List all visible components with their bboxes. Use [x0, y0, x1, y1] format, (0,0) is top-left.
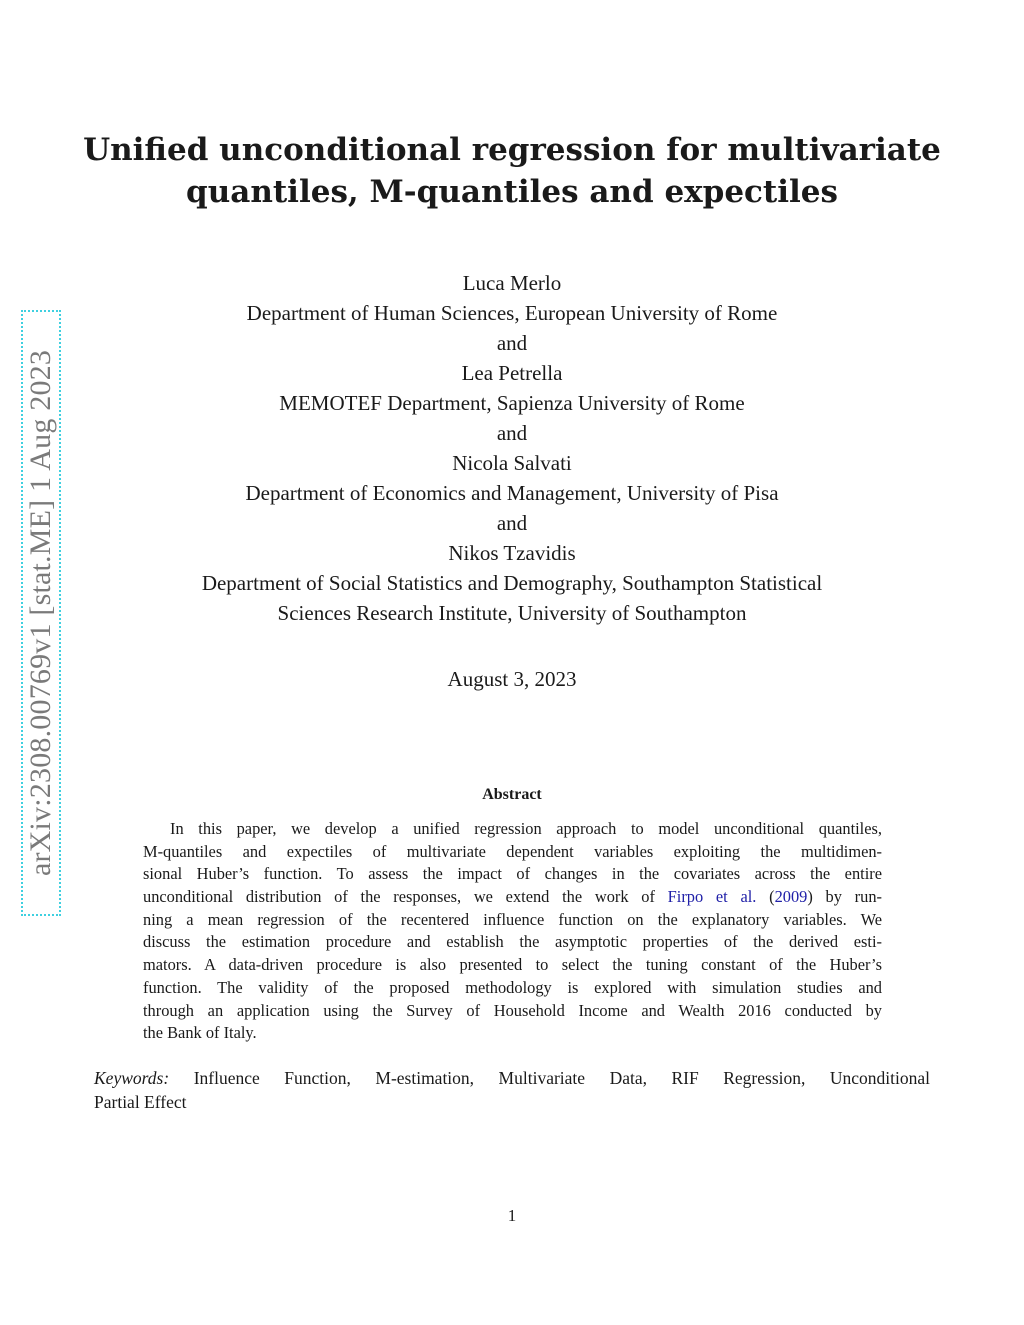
abstract-line: through an application using the Survey of Household Income and Wealth 2016 conducted by	[143, 1000, 882, 1020]
author-separator: and	[496, 331, 528, 355]
keywords-text: Influence Function, M-estimation, Multivariate Data, RIF Regression, Unconditional	[169, 1068, 930, 1088]
author-affiliation-2: MEMOTEF Department, Sapienza University of Rome	[279, 391, 745, 415]
abstract-line: In this paper, we develop a unified regression approach to model unconditional quantiles,	[170, 819, 882, 838]
keywords-line-1	[94, 1066, 930, 1090]
citation-link-authors[interactable]: Firpo et al.	[667, 887, 757, 907]
abstract-line-tail: by run-	[812, 887, 882, 907]
author-name-1: Luca Merlo	[462, 271, 562, 295]
author-name-4: Nikos Tzavidis	[448, 541, 576, 565]
abstract-line: ning a mean regression of the recentered influence function on the explanatory variables. We	[143, 909, 882, 929]
author-separator: and	[496, 511, 528, 535]
citation-link-year[interactable]: 2009	[774, 887, 808, 907]
paper-title	[60, 129, 964, 213]
abstract-body	[143, 818, 882, 1045]
citation-paren-close: )	[807, 887, 813, 907]
abstract-heading: Abstract	[482, 786, 542, 803]
citation-paren-open: (	[756, 887, 775, 907]
abstract-line: M-quantiles and expectiles of multivariate dependent variables exploiting the multidimen-	[143, 841, 882, 861]
abstract-line: mators. A data-driven procedure is also presented to select the tuning constant of the Huber’s	[143, 955, 882, 975]
arxiv-stamp[interactable]	[21, 310, 61, 916]
author-block	[60, 268, 964, 628]
author-separator: and	[496, 421, 528, 445]
title-line-2: quantiles, M-quantiles and expectiles	[186, 173, 838, 210]
author-name-3: Nicola Salvati	[452, 451, 572, 475]
abstract-line: function. The validity of the proposed methodology is explored with simulation studies and	[143, 977, 882, 997]
author-name-2: Lea Petrella	[461, 361, 563, 385]
author-affiliation-4-line-1: Department of Social Statistics and Demography, Southampton Statistical	[201, 571, 823, 595]
publication-date: August 3, 2023	[447, 667, 577, 691]
author-affiliation-1: Department of Human Sciences, European University of Rome	[246, 301, 778, 325]
keywords-label: Keywords:	[94, 1068, 170, 1088]
keywords-line-2: Partial Effect	[94, 1092, 187, 1112]
author-affiliation-3: Department of Economics and Management, University of Pisa	[245, 481, 779, 505]
author-affiliation-4-line-2: Sciences Research Institute, University of Southampton	[277, 601, 747, 625]
title-line-1: Unified unconditional regression for multivariate	[83, 131, 941, 168]
abstract-line-with-citation	[143, 886, 882, 909]
abstract-line: sional Huber’s function. To assess the impact of changes in the covariates across the entire	[143, 864, 882, 884]
abstract-line: discuss the estimation procedure and establish the asymptotic properties of the derived esti-	[143, 932, 882, 952]
abstract-line-text: unconditional distribution of the responses, we extend the work of	[143, 887, 668, 907]
arxiv-identifier[interactable]: arXiv:2308.00769v1 [stat.ME] 1 Aug 2023	[24, 349, 57, 877]
keywords-block	[94, 1066, 930, 1114]
abstract-line: the Bank of Italy.	[143, 1023, 257, 1043]
page-number: 1	[507, 1206, 517, 1225]
